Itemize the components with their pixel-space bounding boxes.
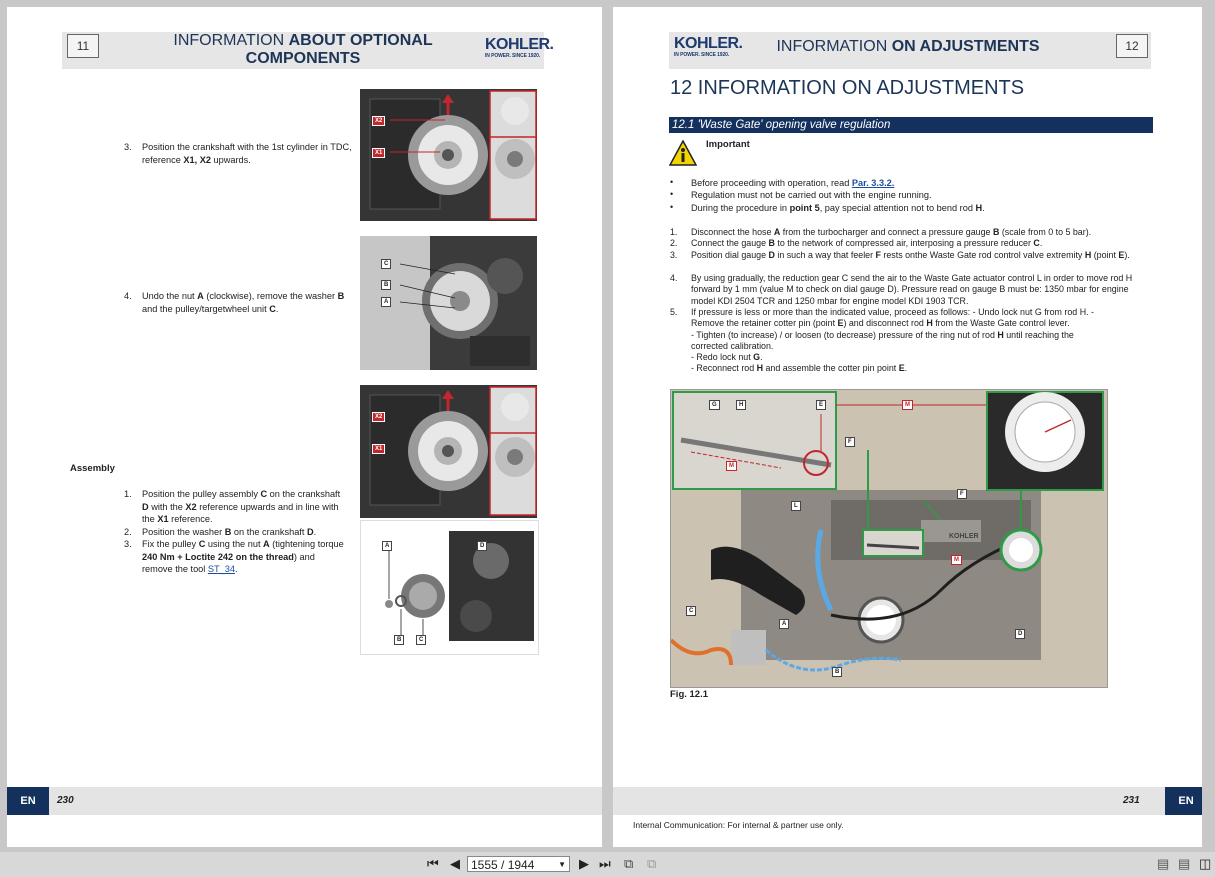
fig-label-h: H bbox=[736, 400, 746, 410]
footer-page-number: 231 bbox=[1123, 795, 1140, 806]
fig-label-f: F bbox=[845, 437, 855, 447]
page-number-box: 12 bbox=[1116, 34, 1148, 58]
fig-label-f: F bbox=[957, 489, 967, 499]
label-c: C bbox=[416, 635, 426, 645]
fig-label-l: L bbox=[791, 501, 801, 511]
bullet-dot: • bbox=[670, 189, 674, 199]
left-document-page bbox=[7, 7, 602, 847]
adjustment-step-3: 3. Position dial gauge D in such a way that feeler F rests onthe Waste Gate rod control valve extremity H (point E). bbox=[670, 250, 1130, 260]
fig-label-g: G bbox=[709, 400, 720, 410]
section-title-bar: 12.1 'Waste Gate' opening valve regulation bbox=[669, 117, 1153, 133]
step-5-line-3: - Tighten (to increase) / or loosen (to decrease) pressure of the ring nut of rod H until reaching the bbox=[691, 329, 1074, 340]
two-page-icon[interactable]: ◫ bbox=[1199, 856, 1212, 871]
step-5-line-1: If pressure is less or more than the indicated value, proceed as follows: - Undo lock nut G from rod H. - bbox=[691, 307, 1095, 317]
page-number-box: 11 bbox=[67, 34, 99, 58]
select-icon[interactable]: ⧉ bbox=[647, 856, 657, 871]
footer-bar bbox=[613, 787, 1202, 815]
label-a: A bbox=[382, 541, 392, 551]
step-4-text: 4. Undo the nut A (clockwise), remove the washer B and the pulley/targetwheel unit C. bbox=[124, 291, 345, 314]
figure-caption: Fig. 12.1 bbox=[670, 689, 709, 700]
assembly-step-2: 2. Position the washer B on the crankshaft D. bbox=[124, 527, 317, 537]
single-page-icon[interactable]: ▤ bbox=[1157, 856, 1170, 871]
adjustment-step-1: 1. Disconnect the hose A from the turbocharger and connect a pressure gauge B (scale from 0 to 5 bar). bbox=[670, 227, 1092, 237]
page-header-title: INFORMATION ABOUT OPTIONAL COMPONENTS bbox=[173, 32, 433, 67]
step-5-line-6: - Reconnect rod H and assemble the cotter pin point E. bbox=[691, 363, 908, 374]
pulley-photo bbox=[360, 236, 537, 370]
adjustment-step-5: 5. If pressure is less or more than the indicated value, proceed as follows: - Undo lock nut G from rod H. - Remove the retainer cotter pin (point E) and disconnect rod H from the Waste Gate control lever. - Tighten (to increase) / or loosen (to decrease) pressure of the ring nut of rod H until reaching the corrected calibration. - Redo lock nut G. - Reconnect rod H and assemble the cotter pin point E. bbox=[691, 307, 1161, 375]
label-x2: X2 bbox=[372, 412, 385, 422]
fig-label-m: M bbox=[726, 461, 737, 471]
crankshaft-photo-2 bbox=[360, 385, 537, 518]
st34-link[interactable]: ST_34 bbox=[207, 564, 235, 574]
label-x2: X2 bbox=[372, 116, 385, 126]
language-badge: EN bbox=[1165, 787, 1202, 815]
kohler-logo: KOHLER. IN POWER. SINCE 1920. bbox=[485, 36, 554, 59]
language-badge: EN bbox=[7, 787, 49, 815]
step-5-line-5: - Redo lock nut G. bbox=[691, 352, 763, 363]
assembly-step-3: 3. Fix the pulley C using the nut A (tightening torque 240 Nm + Loctite 242 on the thread) and remove the tool ST_34. bbox=[124, 539, 344, 574]
viewer-toolbar bbox=[0, 852, 1215, 877]
page-header-title: INFORMATION ON ADJUSTMENTS bbox=[776, 38, 1040, 55]
exploded-view-photo bbox=[360, 520, 539, 655]
label-b: B bbox=[381, 280, 391, 290]
par-332-link[interactable]: Par. 3.3.2. bbox=[851, 178, 895, 188]
bullet-dot: • bbox=[670, 177, 674, 187]
assembly-step-1: 1. Position the pulley assembly C on the crankshaft D with the X2 reference upwards and in line with the X1 reference. bbox=[124, 489, 341, 524]
bullet-dot: • bbox=[670, 202, 674, 212]
label-c: C bbox=[381, 259, 391, 269]
waste-gate-figure bbox=[670, 389, 1108, 688]
adjustment-step-2: 2. Connect the gauge B to the network of compressed air, interposing a pressure reducer C. bbox=[670, 238, 1043, 248]
kohler-logo: KOHLER. IN POWER. SINCE 1920. bbox=[674, 35, 743, 58]
bullet-3: During the procedure in point 5, pay special attention not to bend rod H. bbox=[691, 203, 985, 213]
continuous-icon[interactable]: ▤ bbox=[1178, 856, 1191, 871]
footer-page-number: 230 bbox=[57, 795, 74, 806]
last-page-icon[interactable]: ⏭ bbox=[599, 856, 611, 871]
bullet-1: Before proceeding with operation, read Par. 3.3.2. bbox=[691, 178, 895, 188]
step-3-text: 3. Position the crankshaft with the 1st cylinder in TDC, reference X1, X2 upwards. bbox=[124, 142, 352, 165]
next-page-icon[interactable]: ▶ bbox=[579, 856, 589, 871]
crankshaft-illustration-1 bbox=[360, 89, 537, 221]
first-page-icon[interactable]: ⏮ bbox=[427, 856, 439, 871]
copy-icon[interactable]: ⧉ bbox=[624, 856, 634, 871]
right-document-page bbox=[613, 7, 1202, 847]
crankshaft-illustration-2 bbox=[360, 385, 537, 518]
engine-brand-text: KOHLER bbox=[949, 533, 979, 540]
warning-icon bbox=[669, 140, 697, 166]
step-5-line-4: corrected calibration. bbox=[691, 340, 774, 351]
fig-label-m: M bbox=[902, 400, 913, 410]
crankshaft-photo-1 bbox=[360, 89, 537, 221]
internal-communication-note: Internal Communication: For internal & partner use only. bbox=[633, 820, 844, 830]
chapter-title: 12 INFORMATION ON ADJUSTMENTS bbox=[670, 77, 1025, 99]
fig-label-c: C bbox=[686, 606, 696, 616]
important-label: Important bbox=[706, 139, 750, 150]
prev-page-icon[interactable]: ◀ bbox=[450, 856, 460, 871]
bullet-2: Regulation must not be carried out with the engine running. bbox=[691, 190, 932, 200]
adjustment-step-4: 4. By using gradually, the reduction gear C send the air to the Waste Gate actuator control L in order to move rod H forward by 1 mm (value M to check on dial gauge D). Pressure read on gauge B must be: 1350 mbar for engine model KDI 2504 TCR and 1250 mbar for engine model KDI 1903 TCR. bbox=[670, 273, 1133, 306]
fig-label-m: M bbox=[951, 555, 962, 565]
step-5-line-2: Remove the retainer cotter pin (point E) and disconnect rod H from the Waste Gate control lever. bbox=[691, 318, 1070, 329]
footer-bar bbox=[7, 787, 602, 815]
engine-adjustment-illustration bbox=[671, 390, 1107, 687]
fig-label-e: E bbox=[816, 400, 826, 410]
fig-label-b: B bbox=[832, 667, 842, 677]
page-number-input[interactable]: 1555 / 1944 ▼ bbox=[467, 856, 570, 872]
label-a: A bbox=[381, 297, 391, 307]
label-x1: X1 bbox=[372, 444, 385, 454]
fig-label-a: A bbox=[779, 619, 789, 629]
label-x1: X1 bbox=[372, 148, 385, 158]
fig-label-d: D bbox=[1015, 629, 1025, 639]
label-d: D bbox=[477, 541, 487, 551]
label-b: B bbox=[394, 635, 404, 645]
assembly-heading: Assembly bbox=[70, 463, 115, 474]
